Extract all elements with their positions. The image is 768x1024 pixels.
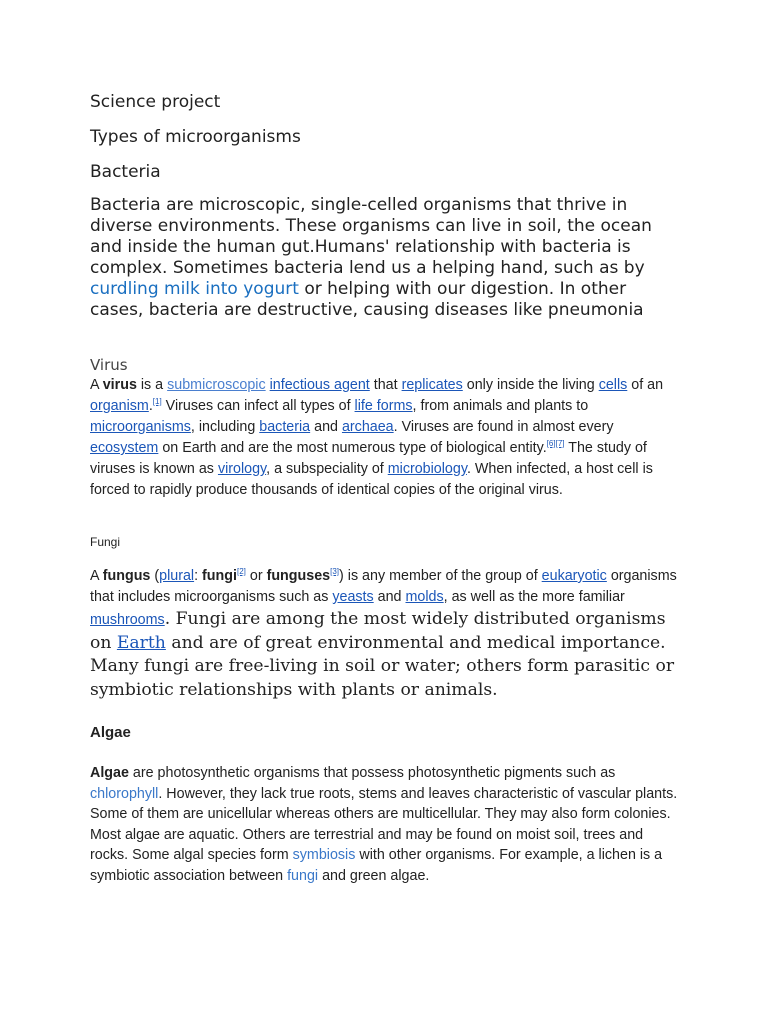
virus-paragraph xyxy=(90,375,680,501)
fungi-text: organisms that includes microorganisms such as xyxy=(90,568,677,605)
fungi-bold-term: fungi xyxy=(202,568,237,584)
earth-link[interactable]: Earth xyxy=(116,632,166,653)
replicates-link[interactable]: replicates xyxy=(401,377,463,393)
algae-bold-term: Algae xyxy=(90,765,129,781)
symbiosis-link[interactable]: symbiosis xyxy=(292,847,356,863)
fungi-text: A xyxy=(90,568,103,584)
virus-text: . xyxy=(148,398,153,414)
algae-text: with other organisms. For example, a lichen is a symbiotic association between xyxy=(90,847,663,884)
fungi-bold-term: fungus xyxy=(102,568,151,584)
reference-link[interactable]: [6][7] xyxy=(546,439,565,449)
virus-text: is a xyxy=(136,377,168,393)
virus-text: A xyxy=(90,377,103,393)
bacteria-text-2: or helping with our digestion. In other cases, bacteria are destructive, causing diseases like pneumonia xyxy=(90,279,644,320)
virus-text: , from animals and plants to xyxy=(412,398,589,414)
virus-text: only inside the living xyxy=(462,377,599,393)
virology-link[interactable]: virology xyxy=(217,461,267,477)
fungi-text: , as well as the more familiar xyxy=(443,589,625,605)
life-forms-link[interactable]: life forms xyxy=(354,398,413,414)
fungi-text: ( xyxy=(150,568,160,584)
organism-link[interactable]: organism xyxy=(90,398,149,414)
microbiology-link[interactable]: microbiology xyxy=(387,461,467,477)
virus-text: , a subspeciality of xyxy=(266,461,388,477)
virus-text: , including xyxy=(190,419,260,435)
submicroscopic-link[interactable]: submicroscopic xyxy=(167,377,266,393)
chlorophyll-link[interactable]: chlorophyll xyxy=(90,785,159,802)
fungi-bold-term: funguses xyxy=(266,568,331,584)
virus-heading: Virus xyxy=(90,356,128,374)
bacteria-paragraph xyxy=(90,195,680,321)
infectious-agent-link[interactable]: infectious agent xyxy=(269,377,370,393)
fungi-text: and xyxy=(373,589,406,605)
archaea-link[interactable]: archaea xyxy=(341,419,394,435)
plural-link[interactable]: plural xyxy=(159,568,195,584)
microorganisms-link[interactable]: microorganisms xyxy=(90,419,191,435)
virus-text: on Earth and are the most numerous type of biological entity. xyxy=(158,440,547,456)
eukaryotic-link[interactable]: eukaryotic xyxy=(541,568,607,584)
virus-text: . When infected, a host cell is forced to rapidly produce thousands of identical copies of the original virus. xyxy=(90,461,653,498)
molds-link[interactable]: molds xyxy=(405,589,444,605)
fungi-paragraph xyxy=(90,566,680,702)
virus-text: Viruses can infect all types of xyxy=(161,398,355,414)
reference-link[interactable]: [1] xyxy=(152,397,162,407)
document-subtitle: Types of microorganisms xyxy=(90,127,301,147)
algae-heading: Algae xyxy=(90,724,131,741)
fungi-serif-text: and are of great environmental and medical importance. Many fungi are free-living in soil or water; others form parasitic or symbiotic relationships with plants or animals. xyxy=(90,632,675,700)
virus-text: that xyxy=(369,377,402,393)
bacteria-link[interactable]: bacteria xyxy=(259,419,311,435)
fungi-text: or xyxy=(245,568,267,584)
bacteria-text-1: Bacteria are microscopic, single-celled organisms that thrive in diverse environments. These organisms can live in soil, the ocean and inside the human gut.Humans' relationship with bacteria is complex. Sometimes bacteria lend us a helping hand, such as by xyxy=(90,195,652,278)
fungi-text: ) is any member of the group of xyxy=(339,568,542,584)
algae-paragraph xyxy=(90,763,680,886)
algae-text: are photosynthetic organisms that possess photosynthetic pigments such as xyxy=(128,765,616,781)
reference-link[interactable]: [2] xyxy=(236,567,246,577)
fungi-heading: Fungi xyxy=(90,535,121,549)
virus-text: and xyxy=(310,419,342,435)
bacteria-heading: Bacteria xyxy=(90,162,161,182)
fungi-serif-text: . Fungi are among the most widely distributed organisms on xyxy=(90,609,666,653)
ecosystem-link[interactable]: ecosystem xyxy=(90,440,159,456)
algae-text: . However, they lack true roots, stems and leaves characteristic of vascular plants. Some of them are unicellular whereas others are multicellular. They may also form colonies. Most algae are aquatic. Others are terrestrial and may be found on moist soil, trees and rocks. Some algal species form xyxy=(90,785,678,863)
reference-link[interactable]: [3] xyxy=(330,567,340,577)
mushrooms-link[interactable]: mushrooms xyxy=(90,612,165,628)
document-title: Science project xyxy=(90,92,221,112)
virus-text: . Viruses are found in almost every xyxy=(393,419,614,435)
virus-text: of an xyxy=(627,377,664,393)
yeasts-link[interactable]: yeasts xyxy=(332,589,374,605)
virus-text: The study of viruses is known as xyxy=(90,440,647,477)
algae-text: and green algae. xyxy=(318,867,430,884)
fungi-text: : xyxy=(194,568,203,584)
document-page xyxy=(90,90,680,886)
virus-bold-term: virus xyxy=(102,377,137,393)
curdling-milk-link[interactable]: curdling milk into yogurt xyxy=(90,279,299,299)
fungi-link[interactable]: fungi xyxy=(287,867,319,884)
cells-link[interactable]: cells xyxy=(598,377,628,393)
